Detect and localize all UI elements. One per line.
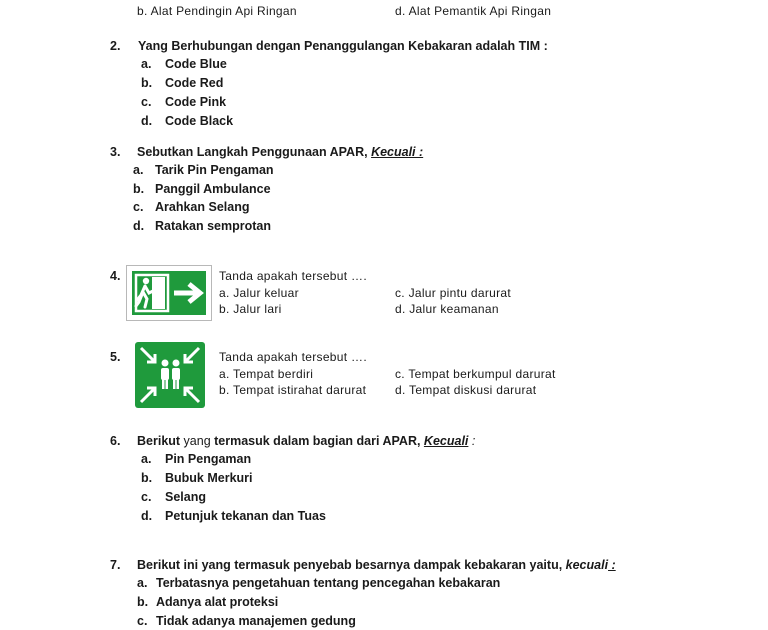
assembly-point-sign-icon <box>135 342 205 408</box>
q1-option-d: d. Alat Pemantik Api Ringan <box>395 4 552 18</box>
q6-colon: : <box>468 434 476 448</box>
q2-option-a: Code Blue <box>165 57 227 71</box>
q4-option-a: a. Jalur keluar <box>219 286 299 300</box>
q3-option-b: Panggil Ambulance <box>155 182 271 196</box>
q7-question <box>137 558 616 572</box>
q5-number: 5. <box>110 350 121 364</box>
q5-option-d: d. Tempat diskusi darurat <box>395 383 537 397</box>
q3-text: Sebutkan Langkah Penggunaan APAR, <box>137 145 372 159</box>
q6-emphasis: Kecuali <box>423 434 469 448</box>
q6-text-pre: Berikut <box>137 434 184 448</box>
q4-number: 4. <box>110 269 121 283</box>
q3-option-a-letter: a. <box>133 163 144 177</box>
emergency-exit-sign-icon <box>126 265 212 321</box>
q2-number: 2. <box>110 39 121 53</box>
q2-option-d-letter: d. <box>141 114 153 128</box>
q7-text: Berikut ini yang termasuk penyebab besarnya dampak kebakaran yaitu, <box>137 558 566 572</box>
q6-option-c: Selang <box>165 490 206 504</box>
q7-emphasis: kecuali <box>565 558 609 572</box>
q2-option-c: Code Pink <box>165 95 227 109</box>
q6-option-c-letter: c. <box>141 490 152 504</box>
q5-option-c: c. Tempat berkumpul darurat <box>395 367 556 381</box>
q4-option-d: d. Jalur keamanan <box>395 302 499 316</box>
q6-option-b-letter: b. <box>141 471 153 485</box>
q4-prompt: Tanda apakah tersebut …. <box>219 269 367 283</box>
q3-emphasis: Kecuali : <box>371 145 424 159</box>
q2-option-b-letter: b. <box>141 76 153 90</box>
q3-option-a: Tarik Pin Pengaman <box>155 163 274 177</box>
q5-option-b: b. Tempat istirahat darurat <box>219 383 367 397</box>
q3-number: 3. <box>110 145 121 159</box>
q6-question <box>137 434 475 448</box>
q4-option-b: b. Jalur lari <box>219 302 282 316</box>
q5-prompt: Tanda apakah tersebut …. <box>219 350 367 364</box>
q7-option-c-letter: c. <box>137 614 148 628</box>
q3-option-c: Arahkan Selang <box>155 200 250 214</box>
q1-option-b: b. Alat Pendingin Api Ringan <box>137 4 297 18</box>
q2-option-c-letter: c. <box>141 95 152 109</box>
q6-option-d: Petunjuk tekanan dan Tuas <box>165 509 326 523</box>
q3-question <box>137 145 423 159</box>
q2-option-b: Code Red <box>165 76 224 90</box>
q7-option-b: Adanya alat proteksi <box>156 595 279 609</box>
q2-text: Yang Berhubungan dengan Penanggulangan Kebakaran adalah TIM : <box>138 39 548 53</box>
q3-option-d-letter: d. <box>133 219 145 233</box>
q3-option-b-letter: b. <box>133 182 145 196</box>
q6-text-post: termasuk dalam bagian dari APAR, <box>210 434 424 448</box>
q6-option-a-letter: a. <box>141 452 152 466</box>
q7-colon: : <box>608 558 616 572</box>
q3-option-d: Ratakan semprotan <box>155 219 272 233</box>
q6-option-d-letter: d. <box>141 509 153 523</box>
q7-number: 7. <box>110 558 121 572</box>
q3-option-c-letter: c. <box>133 200 144 214</box>
q4-option-c: c. Jalur pintu darurat <box>395 286 511 300</box>
q6-text-yang: yang <box>183 434 211 448</box>
q6-number: 6. <box>110 434 121 448</box>
q7-option-b-letter: b. <box>137 595 149 609</box>
q7-option-c: Tidak adanya manajemen gedung <box>156 614 356 628</box>
q7-option-a-letter: a. <box>137 576 148 590</box>
q2-option-a-letter: a. <box>141 57 152 71</box>
q6-option-b: Bubuk Merkuri <box>165 471 253 485</box>
q5-option-a: a. Tempat berdiri <box>219 367 314 381</box>
q7-option-a: Terbatasnya pengetahuan tentang pencegahan kebakaran <box>156 576 501 590</box>
q6-option-a: Pin Pengaman <box>165 452 252 466</box>
q2-option-d: Code Black <box>165 114 234 128</box>
